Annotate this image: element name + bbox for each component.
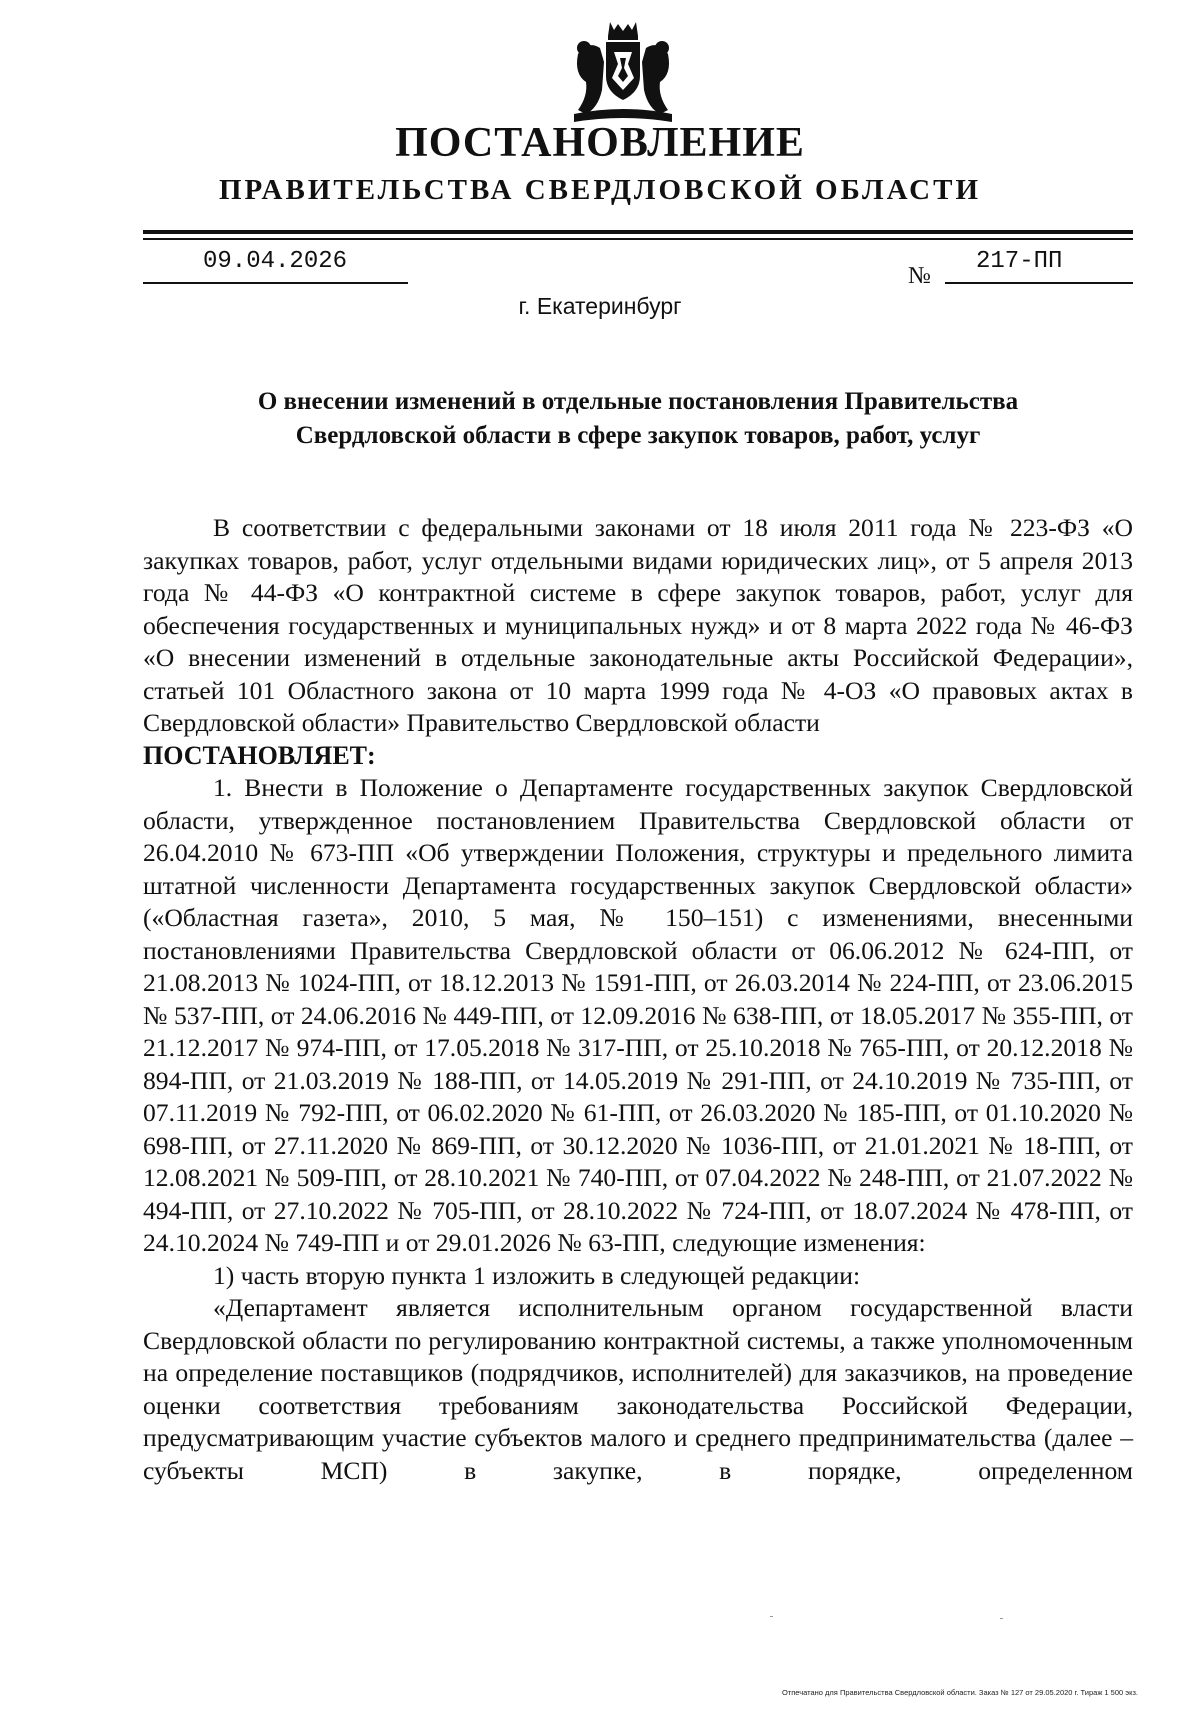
number-underline xyxy=(945,282,1133,284)
document-body xyxy=(143,512,1133,1487)
header-divider-thin xyxy=(143,238,1133,240)
preamble-paragraph: В соответствии с федеральными законами от 18 июля 2011 года № 223-ФЗ «О закупках товаров, работ, услуг отдельными видами юридических лиц», от 5 апреля 2013 года № 44-ФЗ «О контрактной системе в сфере закупок товаров, работ, услуг для обеспечения государственных и муниципальных нужд» и от 8 марта 2022 года № 46-ФЗ «О внесении изменений в отдельные законодательные акты Российской Федерации», статьей 101 Областного закона от 10 марта 1999 года № 4-ОЗ «О правовых актах в Свердловской области» Правительство Свердловской области xyxy=(143,513,1133,737)
scan-speck xyxy=(770,1616,773,1617)
header-divider-thick xyxy=(143,230,1133,234)
print-footer-note: Отпечатано для Правительства Свердловской области. Заказ № 127 от 29.05.2020 г. Тираж 1 500 экз. xyxy=(781,1688,1138,1697)
document-title: ПОСТАНОВЛЕНИЕ xyxy=(395,120,805,166)
scan-speck xyxy=(1000,1618,1003,1619)
document-subtitle: ПРАВИТЕЛЬСТВА СВЕРДЛОВСКОЙ ОБЛАСТИ xyxy=(218,174,982,206)
sverdlovsk-coat-of-arms-icon xyxy=(568,18,678,126)
number-label: № xyxy=(908,263,931,289)
document-city: г. Екатеринбург xyxy=(518,293,682,319)
date-underline xyxy=(143,282,408,284)
subitem-1-paragraph: 1) часть вторую пункта 1 изложить в следующей редакции: xyxy=(213,1260,861,1290)
quote-paragraph: «Департамент является исполнительным органом государственной власти Свердловской области по регулированию контрактной системы, а также уполномоченным на определение поставщиков (подрядчиков, исполнителей) для заказчиков, на проведение оценки соответствия требованиям законодательства Российской Федерации, предусматривающим участие субъектов малого и среднего предпринимательства (далее – субъекты МСП) в закупке, в порядке, определенном xyxy=(143,1293,1133,1485)
heading-line-1: О внесении изменений в отдельные постановления Правительства xyxy=(257,388,1019,415)
document-number: 217-ПП xyxy=(976,248,1063,275)
resolves-heading: ПОСТАНОВЛЯЕТ: xyxy=(143,740,376,770)
item-1-paragraph: 1. Внести в Положение о Департаменте государственных закупок Свердловской области, утвержденное постановлением Правительства Свердловской области от 26.04.2010 № 673-ПП «Об утверждении Положения, структуры и предельного лимита штатной численности Департамента государственных закупок Свердловской области» («Областная газета», 2010, 5 мая, № 150–151) с изменениями, внесенными постановлениями Правительства Свердловской области от 06.06.2012 № 624-ПП, от 21.08.2013 № 1024-ПП, от 18.12.2013 № 1591-ПП, от 26.03.2014 № 224-ПП, от 23.06.2015 № 537-ПП, от 24.06.2016 № 449-ПП, от 12.09.2016 № 638-ПП, от 18.05.2017 № 355-ПП, от 21.12.2017 № 974-ПП, от 17.05.2018 № 317-ПП, от 25.10.2018 № 765-ПП, от 20.12.2018 № 894-ПП, от 21.03.2019 № 188-ПП, от 14.05.2019 № 291-ПП, от 24.10.2019 № 735-ПП, от 07.11.2019 № 792-ПП, от 06.02.2020 № 61-ПП, от 26.03.2020 № 185-ПП, от 01.10.2020 № 698-ПП, от 27.11.2020 № 869-ПП, от 30.12.2020 № 1036-ПП, от 21.01.2021 № 18-ПП, от 12.08.2021 № 509-ПП, от 28.10.2021 № 740-ПП, от 07.04.2022 № 248-ПП, от 21.07.2022 № 494-ПП, от 27.10.2022 № 705-ПП, от 28.10.2022 № 724-ПП, от 18.07.2024 № 478-ПП, от 24.10.2024 № 749-ПП и от 29.01.2026 № 63-ПП, следующие изменения: xyxy=(143,773,1133,1257)
heading-line-2: Свердловской области в сфере закупок товаров, работ, услуг xyxy=(295,422,981,449)
document-heading xyxy=(143,385,1133,453)
document-date: 09.04.2026 xyxy=(203,248,348,275)
